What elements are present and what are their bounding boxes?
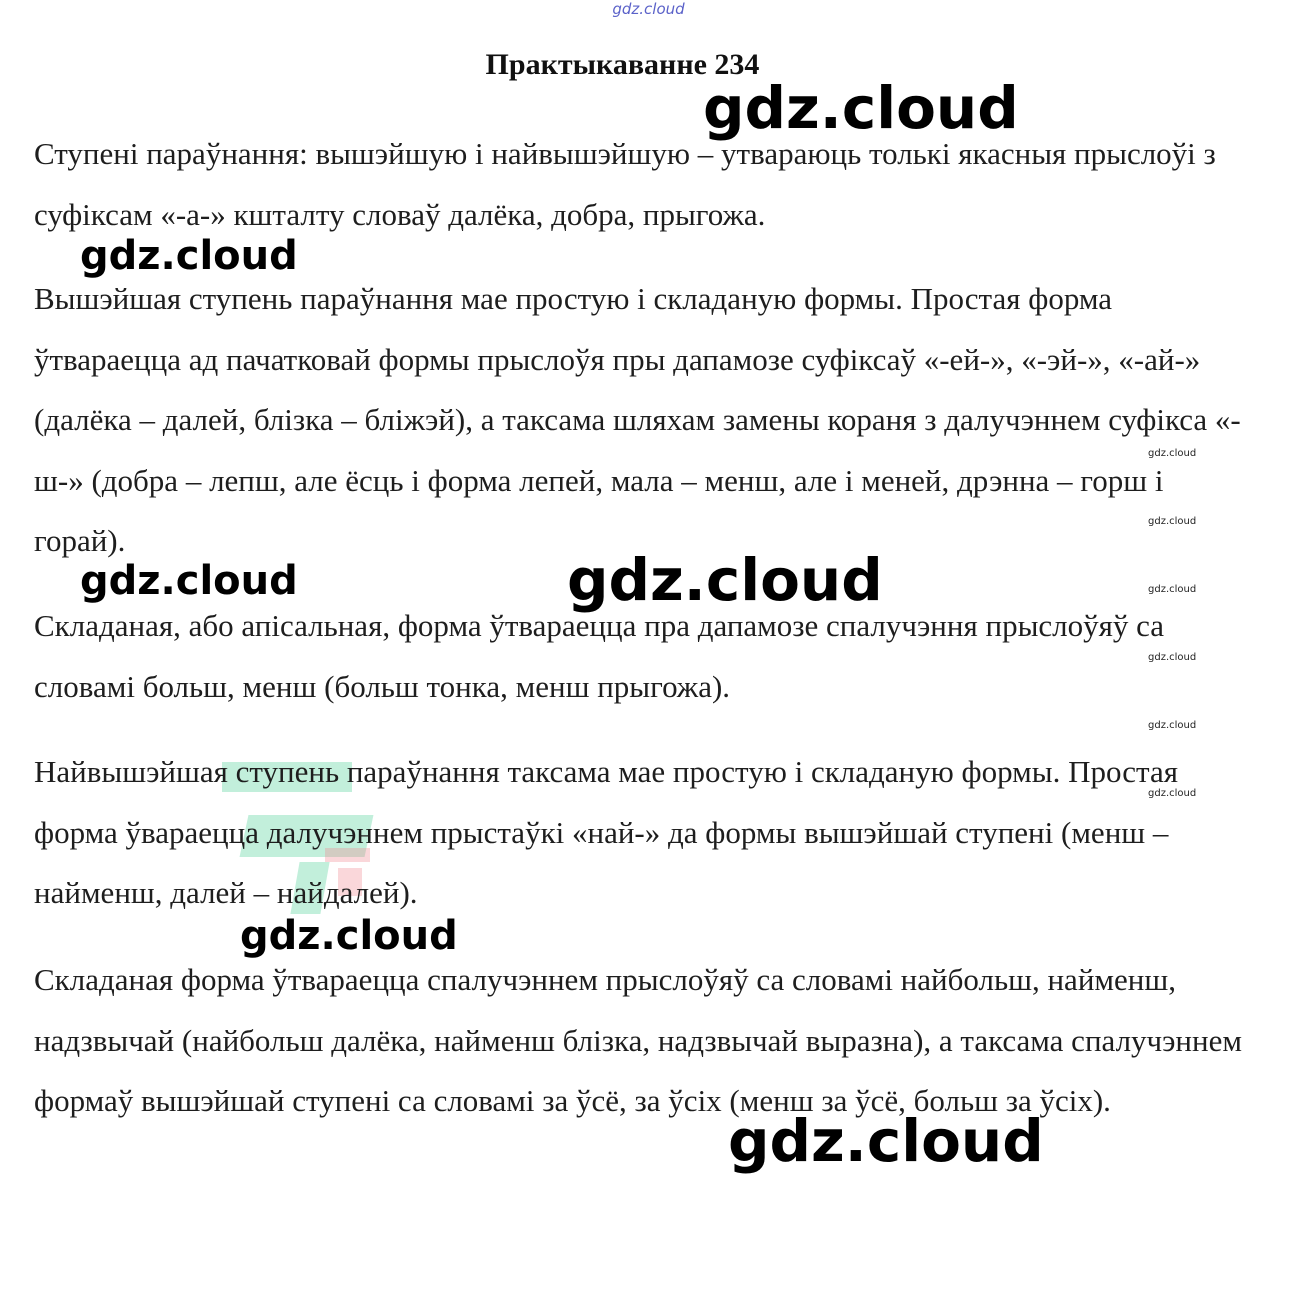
page-title: Практыкаванне 234 — [485, 48, 760, 81]
watermark-small-2: gdz.cloud — [1148, 516, 1197, 527]
watermark-mid-1: gdz.cloud — [80, 233, 298, 279]
watermark-small-3: gdz.cloud — [1148, 584, 1197, 595]
watermark-small-4: gdz.cloud — [1148, 652, 1197, 663]
paragraph-3: Складаная, або апісальная, форма ўтвараецца пра дапамозе спалучэння прыслоўяў са словамі больш, менш (больш тонка, менш прыгожа). — [34, 608, 1165, 704]
watermark-big-1: gdz.cloud — [703, 74, 1019, 142]
top-watermark: gdz.cloud — [612, 0, 685, 18]
watermark-mid-3: gdz.cloud — [240, 913, 458, 959]
paragraph-2: Вышэйшая ступень параўнання мае простую і складаную формы. Простая форма ўтвараецца ад пачатковай формы прыслоўя пры дапамозе суфіксаў «-ей-», «-эй-», «-ай-» (далёка – далей, блізка – бліжэй), а таксама шляхам замены кораня з далучэннем суфікса «-ш-» (добра – лепш, але ёсць і форма лепей, мала – менш, але і меней, дрэнна – горш і горай). — [34, 281, 1241, 558]
watermark-small-5: gdz.cloud — [1148, 720, 1197, 731]
paragraph-5: Складаная форма ўтвараецца спалучэннем прыслоўяў са словамі найбольш, найменш, надзвычай (найбольш далёка, найменш блізка, надзвычай выразна), а таксама спалучэннем формаў вышэйшай ступені са словамі за ўсё, за ўсіх (менш за ўсё, больш за ўсіх). — [34, 962, 1242, 1118]
paragraph-1: Ступені параўнання: вышэйшую і найвышэйшую – утвараюць толькі якасныя прыслоўі з суфіксам «-а-» кшталту словаў далёка, добра, прыгожа. — [34, 136, 1216, 232]
watermark-big-3: gdz.cloud — [728, 1107, 1044, 1175]
watermark-big-2: gdz.cloud — [567, 546, 883, 614]
watermark-small-6: gdz.cloud — [1148, 788, 1197, 799]
watermark-small-1: gdz.cloud — [1148, 448, 1197, 459]
watermark-mid-2: gdz.cloud — [80, 558, 298, 604]
paragraph-4: Найвышэйшая ступень параўнання таксама мае простую і складаную формы. Простая форма ўвараецца далучэннем прыстаўкі «най-» да формы вышэйшай ступені (менш – найменш, далей – найдалей). — [34, 754, 1178, 910]
